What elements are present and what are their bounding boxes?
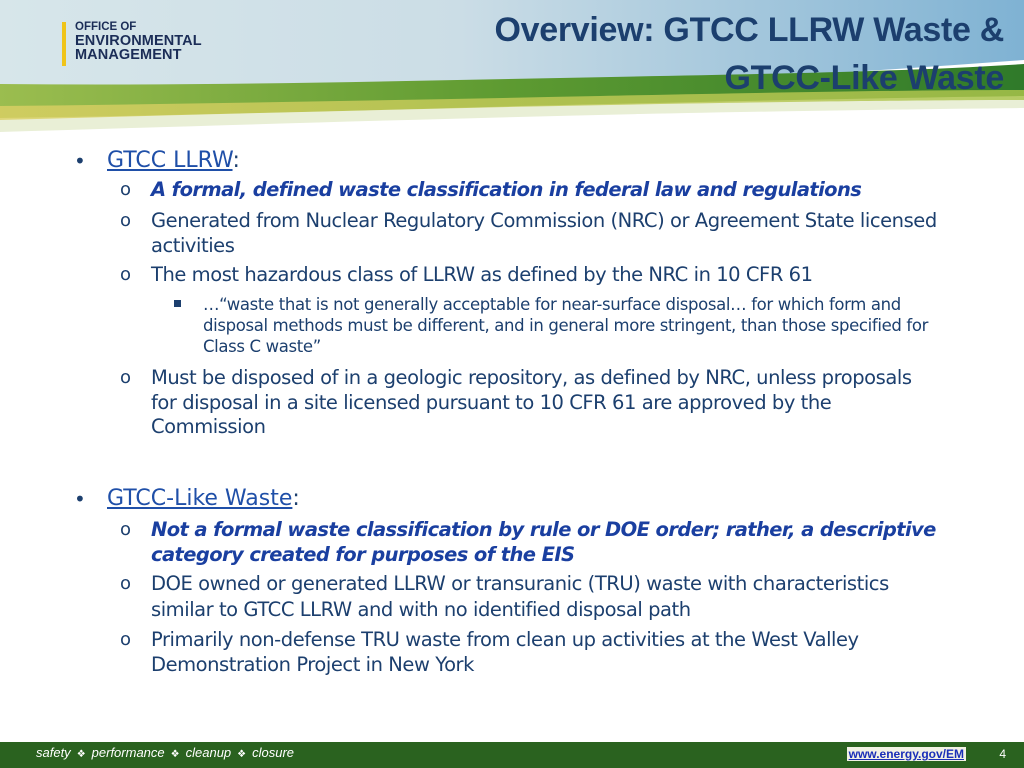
footer-tagline [36,745,294,760]
like-item-2-text: DOE owned or generated LLRW or transuranic (TRU) waste with characteristics similar to GTCC LLRW and with no identified disposal path [151,572,889,621]
hollow-bullet-icon: o [120,519,131,540]
like-item-3-text: Primarily non-defense TRU waste from clean up activities at the West Valley Demonstration Project in New York [151,628,859,676]
logo-line-2: ENVIRONMENTAL [75,33,202,49]
tagline-safety: safety [36,745,71,760]
llrw-definition-quote [203,294,963,357]
title-line-1: Overview: GTCC LLRW Waste & [494,11,1004,49]
footer-url-link[interactable]: www.energy.gov/EM [848,747,964,761]
title-line-2: GTCC-Like Waste [724,59,1004,97]
llrw-item-2-text: Generated from Nuclear Regulatory Commission (NRC) or Agreement State licensed activities [151,209,937,257]
llrw-item-1-text: A formal, defined waste classification in federal law and regulations [151,178,862,201]
diamond-separator-icon: ❖ [237,749,247,760]
llrw-quote-text: …“waste that is not generally acceptable for near-surface disposal… for which form and disposal methods must be different, and in general more stringent, than those specified for Class C waste” [203,295,929,356]
heading-colon: : [232,148,240,173]
page-number: 4 [999,747,1006,761]
diamond-separator-icon: ❖ [76,749,86,760]
diamond-separator-icon: ❖ [170,749,180,760]
llrw-item-2 [120,209,941,258]
llrw-item-4-text: Must be disposed of in a geologic repository, as defined by NRC, unless proposals for disposal in a site licensed pursuant to 10 CFR 61 are approved by the Commission [151,366,912,438]
section-heading-gtcc-like [74,486,300,512]
logo-line-3: MANAGEMENT [75,47,182,63]
heading-colon: : [292,486,300,511]
tagline-performance: performance [91,745,165,760]
tagline-cleanup: cleanup [185,745,232,760]
hollow-bullet-icon: o [120,179,131,200]
bullet-dot-icon: • [74,149,86,173]
hollow-bullet-icon: o [120,210,131,231]
logo-line-1: OFFICE OF [75,21,137,33]
like-item-1 [120,518,941,567]
footer-band [0,742,1024,768]
bullet-dot-icon: • [74,487,86,511]
hollow-bullet-icon: o [120,629,131,650]
llrw-item-4 [120,366,941,440]
like-item-3 [120,628,941,677]
llrw-item-3-text: The most hazardous class of LLRW as defined by the NRC in 10 CFR 61 [151,263,813,286]
section-heading-gtcc-llrw [74,148,240,174]
square-bullet-icon [174,300,181,307]
llrw-item-3 [120,263,941,288]
like-item-2 [120,571,941,623]
hollow-bullet-icon: o [120,264,131,285]
hollow-bullet-icon: o [120,573,131,594]
gtcc-like-link[interactable]: GTCC-Like Waste [107,486,293,511]
tagline-closure: closure [252,745,295,760]
hollow-bullet-icon: o [120,367,131,388]
like-item-1-text: Not a formal waste classification by rule or DOE order; rather, a descriptive category created for purposes of the EIS [151,518,936,566]
llrw-item-1 [120,178,941,203]
gtcc-llrw-link[interactable]: GTCC LLRW [107,148,233,173]
